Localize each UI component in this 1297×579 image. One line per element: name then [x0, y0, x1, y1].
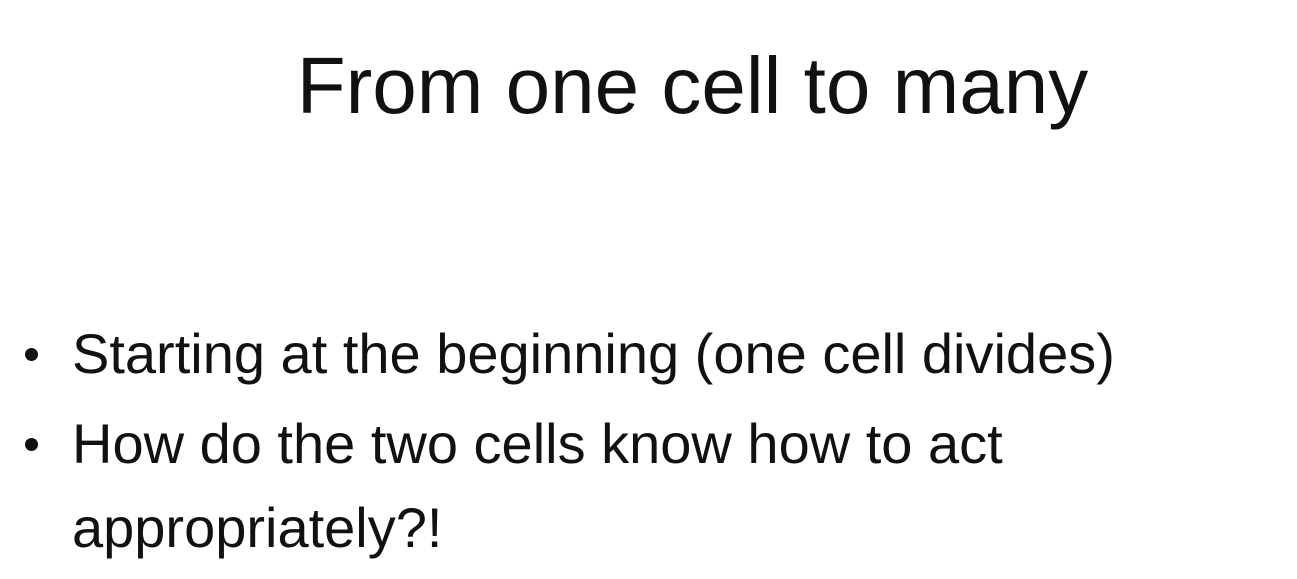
bullet-point-icon	[25, 348, 38, 361]
bullet-item	[0, 312, 1297, 396]
bullet-text: How do the two cells know how to act appropriately?!	[72, 412, 1003, 559]
bullet-list	[0, 312, 1297, 576]
slide-title: From one cell to many	[296, 41, 1089, 130]
bullet-item	[0, 402, 1297, 570]
bullet-text: Starting at the beginning (one cell divides)	[72, 322, 1115, 385]
bullet-point-icon	[25, 438, 38, 451]
